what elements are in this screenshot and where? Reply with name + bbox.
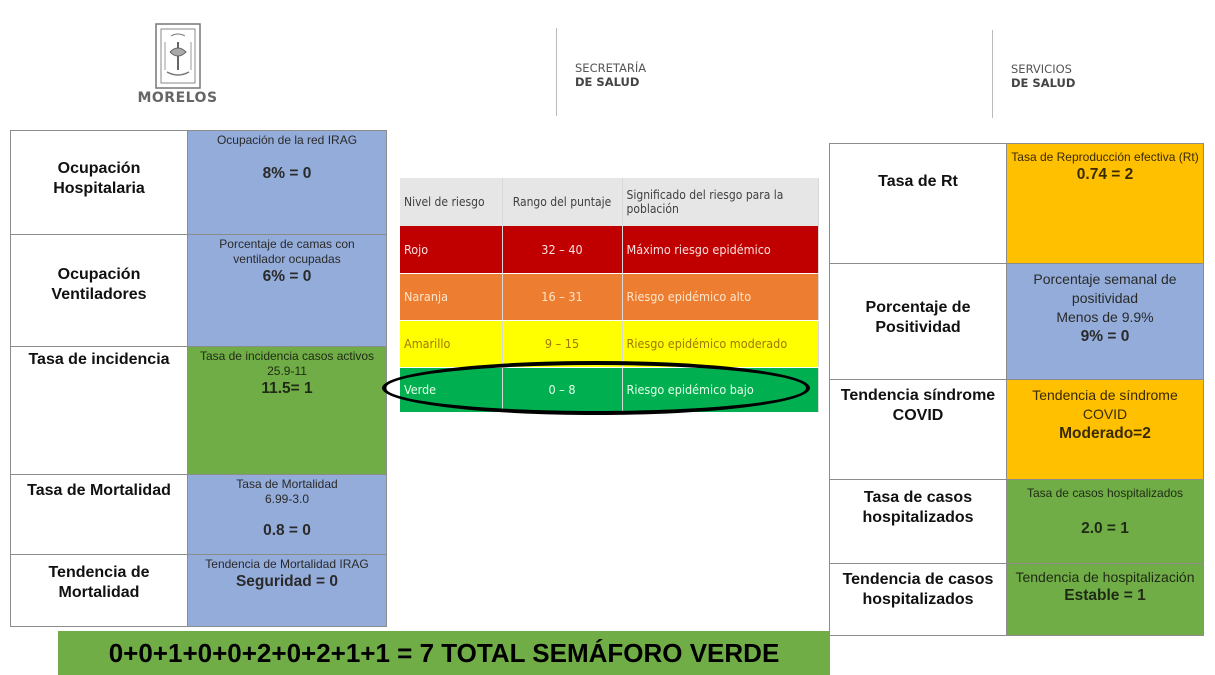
dept1-line1: SECRETARÍA [575, 61, 647, 75]
indicator-score: 8% = 0 [262, 165, 312, 182]
risk-range: 9 – 15 [502, 320, 622, 367]
indicator-row [830, 264, 1204, 380]
risk-meaning: Riesgo epidémico moderado [622, 320, 818, 367]
risk-table-header [400, 178, 818, 226]
indicator-value-cell [188, 347, 387, 475]
indicator-row [830, 480, 1204, 564]
indicator-row [11, 347, 387, 475]
risk-level: Amarillo [400, 320, 502, 367]
highlight-ellipse [382, 361, 810, 415]
risk-meaning: Riesgo epidémico alto [622, 273, 818, 320]
secretaria-de-salud-label [575, 61, 646, 89]
indicator-desc: Tendencia de Mortalidad IRAG [205, 557, 369, 571]
indicator-value-cell [1007, 564, 1204, 636]
indicator-label: Tasa de casos hospitalizados [830, 480, 1007, 564]
indicator-score: 6% = 0 [262, 268, 312, 285]
risk-range: 16 – 31 [502, 273, 622, 320]
risk-meaning: Máximo riesgo epidémico [622, 226, 818, 273]
morelos-logo [130, 22, 225, 106]
indicator-row [11, 131, 387, 235]
indicator-desc: Tasa de Mortalidad [236, 477, 338, 491]
risk-row-naranja [400, 273, 818, 320]
header-level: Nivel de riesgo [400, 178, 502, 226]
indicator-row [830, 564, 1204, 636]
indicator-desc: Ocupación de la red IRAG [216, 133, 358, 147]
indicator-label: Ocupación Hospitalaria [11, 131, 188, 235]
risk-level: Verde [400, 367, 502, 412]
risk-level: Naranja [400, 273, 502, 320]
header-divider [556, 28, 557, 116]
indicator-score: Seguridad = 0 [235, 573, 339, 590]
risk-range: 0 – 8 [502, 367, 622, 412]
indicator-label: Ocupación Ventiladores [11, 235, 188, 347]
indicator-score: Moderado=2 [1059, 425, 1151, 442]
indicator-label: Tasa de incidencia [11, 347, 188, 475]
risk-meaning: Riesgo epidémico bajo [622, 367, 818, 412]
indicator-row [11, 555, 387, 627]
indicator-score: Estable = 1 [1064, 587, 1146, 604]
indicator-label: Tasa de Rt [830, 144, 1007, 264]
indicator-row [11, 235, 387, 347]
servicios-de-salud-label [1011, 62, 1075, 90]
indicator-desc: Tasa de casos hospitalizados [1026, 486, 1184, 500]
indicator-value-cell [188, 235, 387, 347]
indicator-value-cell [1007, 264, 1204, 380]
state-seal-icon [153, 22, 203, 90]
indicator-label: Tasa de Mortalidad [11, 475, 188, 555]
risk-row-amarillo [400, 320, 818, 367]
indicator-value-cell [188, 131, 387, 235]
indicator-desc: Tasa de Reproducción efectiva (Rt) [1011, 150, 1199, 164]
indicator-row [830, 380, 1204, 480]
indicator-value-cell [188, 555, 387, 627]
indicator-value-cell [188, 475, 387, 555]
indicator-label: Tendencia síndrome COVID [830, 380, 1007, 480]
indicator-label: Tendencia de Mortalidad [11, 555, 188, 627]
indicator-desc: Tendencia de hospitalización [1015, 569, 1195, 585]
risk-level: Rojo [400, 226, 502, 273]
indicator-score: 9% = 0 [1080, 328, 1130, 345]
indicator-desc: Porcentaje de camas con ventilador ocupadas [219, 237, 355, 266]
risk-row-rojo [400, 226, 818, 273]
indicator-desc: Tasa de incidencia casos activos [199, 349, 375, 363]
left-indicators-table [10, 130, 387, 627]
dept2-line2: DE SALUD [1011, 76, 1076, 90]
indicator-value-cell [1007, 380, 1204, 480]
header-divider [992, 30, 993, 118]
indicator-score: 0.8 = 0 [263, 522, 311, 539]
dept2-line1: SERVICIOS [1011, 62, 1072, 76]
total-semaforo-banner: 0+0+1+0+0+2+0+2+1+1 = 7 TOTAL SEMÁFORO VERDE [58, 631, 830, 675]
indicator-label: Porcentaje de Positividad [830, 264, 1007, 380]
indicator-desc: Porcentaje semanal de positividad [1033, 271, 1177, 306]
indicator-score: 0.74 = 2 [1076, 166, 1134, 183]
risk-range: 32 – 40 [502, 226, 622, 273]
indicator-range: 6.99-3.0 [264, 492, 310, 506]
indicator-score: 11.5= 1 [261, 380, 313, 397]
indicator-desc: Tendencia de síndrome COVID [1032, 387, 1178, 422]
header-range: Rango del puntaje [502, 178, 622, 226]
indicator-range: 25.9-11 [267, 364, 307, 378]
indicator-row [11, 475, 387, 555]
header-meaning: Significado del riesgo para la población [622, 178, 818, 226]
indicator-row [830, 144, 1204, 264]
indicator-value-cell [1007, 480, 1204, 564]
indicator-score: 2.0 = 1 [1081, 520, 1129, 537]
logo-text: MORELOS [137, 90, 218, 106]
dept1-line2: DE SALUD [575, 75, 640, 89]
indicator-value-cell [1007, 144, 1204, 264]
indicator-label: Tendencia de casos hospitalizados [830, 564, 1007, 636]
indicator-range: Menos de 9.9% [1056, 309, 1154, 325]
right-indicators-table [829, 143, 1204, 636]
